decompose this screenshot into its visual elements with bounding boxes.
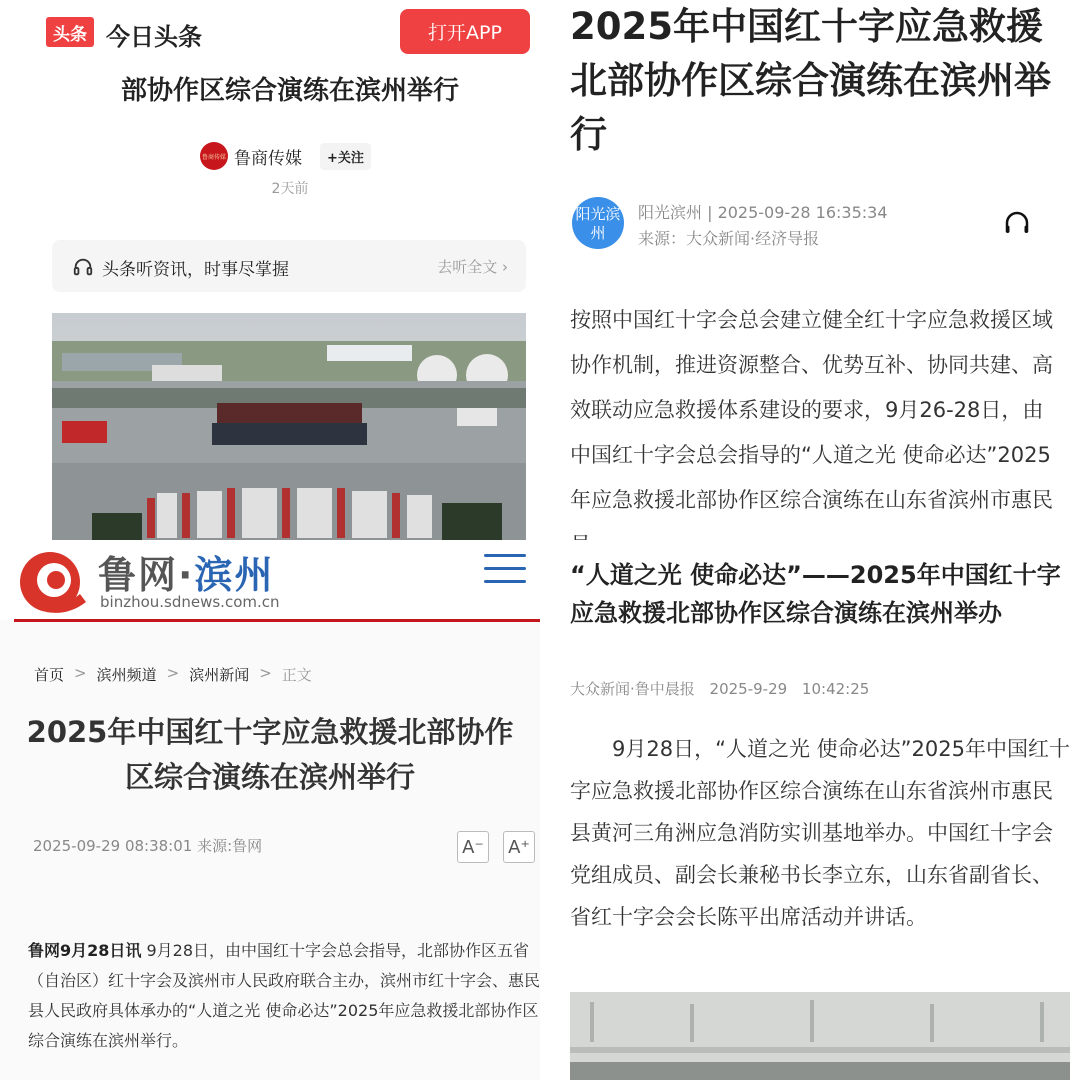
yangguang-logo[interactable]: [572, 197, 624, 249]
header-divider: [14, 619, 540, 622]
font-larger-button[interactable]: A⁺: [503, 831, 535, 863]
article-source: 来源：大众新闻·经济导报: [638, 229, 820, 248]
breadcrumb-separator: >: [166, 664, 180, 682]
breadcrumb-current: 正文: [281, 666, 312, 684]
listen-banner-text: 头条听资讯，时事尽掌握: [102, 260, 289, 280]
article-title: 2025年中国红十字应急救援北部协作区综合演练在滨州举行: [570, 5, 1051, 156]
luwang-logo[interactable]: [16, 548, 90, 616]
app-name: 今日头条: [106, 23, 202, 51]
article-lead: 鲁网9月28日讯: [28, 941, 142, 960]
dazhong-panel: [550, 540, 1080, 1080]
article-title: 2025年中国红十字应急救援北部协作区综合演练在滨州举行: [26, 715, 514, 794]
brand-city: 滨州: [194, 553, 275, 597]
drill-scene-image: [52, 313, 526, 543]
listen-full-link[interactable]: 去听全文 ›: [437, 258, 508, 276]
app-header: [0, 0, 540, 64]
article-body: [570, 728, 1070, 938]
breadcrumb-news[interactable]: 滨州新闻: [189, 666, 250, 684]
breadcrumb-home[interactable]: 首页: [34, 666, 65, 684]
toutiao-panel: [0, 0, 540, 540]
article-photo: [52, 313, 526, 543]
font-smaller-button[interactable]: A⁻: [457, 831, 489, 863]
breadcrumb-separator: >: [74, 664, 87, 682]
author-name[interactable]: 鲁商传媒: [234, 148, 302, 169]
breadcrumb-channel[interactable]: 滨州频道: [96, 666, 157, 684]
headphones-icon[interactable]: [1002, 208, 1032, 238]
article-text: 9月28日，由中国红十字会总会指导，北部协作区五省（自治区）红十字会及滨州市人民政府联合主办，滨州市红十字会、惠民县人民政府具体承办的“人道之光 使命必达”2025年应急救援北部协作区综合演练在滨州举行。: [28, 941, 541, 1050]
avatar[interactable]: [200, 142, 228, 170]
yangguang-panel: [540, 0, 1080, 540]
article-text: 9月28日，“人道之光 使命必达”2025年中国红十字应急救援北部协作区综合演练在山东省滨州市惠民县黄河三角洲应急消防实训基地举办。中国红十字会党组成员、副会长兼秘书长李立东，山东省副省长、省红十字会会长陈平出席活动并讲话。: [570, 737, 1070, 929]
publish-meta: 2025-09-29 08:38:01 来源:鲁网: [33, 837, 263, 855]
article-title: 部协作区综合演练在滨州举行: [120, 76, 459, 106]
brand-prefix: 鲁网·: [98, 553, 195, 597]
luwang-panel: [0, 540, 540, 1080]
venue-image: [570, 992, 1070, 1080]
hamburger-menu-icon[interactable]: [484, 554, 526, 584]
breadcrumb-separator: >: [259, 664, 272, 682]
article-photo: [570, 992, 1070, 1080]
site-header: [0, 540, 540, 620]
article-title: “人道之光 使命必达”——2025年中国红十字应急救援北部协作区综合演练在滨州举办: [570, 561, 1061, 627]
publish-time: 2天前: [271, 181, 309, 197]
toutiao-logo[interactable]: 头条: [46, 17, 94, 47]
headphones-icon: [72, 256, 94, 278]
article-body: 按照中国红十字会总会建立健全红十字应急救援区域协作机制，推进资源整合、优势互补、协同共建、高效联动应急救援体系建设的要求，9月26-28日，由中国红十字会总会指导的“人道之光 使命必达”2025年应急救援北部协作区综合演练在山东省滨州市惠民: [570, 308, 1053, 512]
breadcrumb: [34, 664, 312, 685]
avatar-label: 鲁商传媒: [201, 153, 226, 161]
listen-banner[interactable]: [52, 240, 526, 292]
publish-meta: 大众新闻·鲁中晨报 2025-9-29 10:42:25: [570, 680, 870, 698]
site-domain: binzhou.sdnews.com.cn: [100, 593, 280, 611]
author-row: [200, 141, 371, 171]
source-and-time: 阳光滨州 | 2025-09-28 16:35:34: [638, 203, 888, 222]
follow-button[interactable]: +关注: [320, 143, 371, 170]
site-brand[interactable]: [98, 544, 274, 599]
open-app-button[interactable]: 打开APP: [400, 9, 530, 54]
yangguang-logo-text: 阳光滨州: [575, 205, 621, 242]
article-body: [28, 936, 540, 1056]
